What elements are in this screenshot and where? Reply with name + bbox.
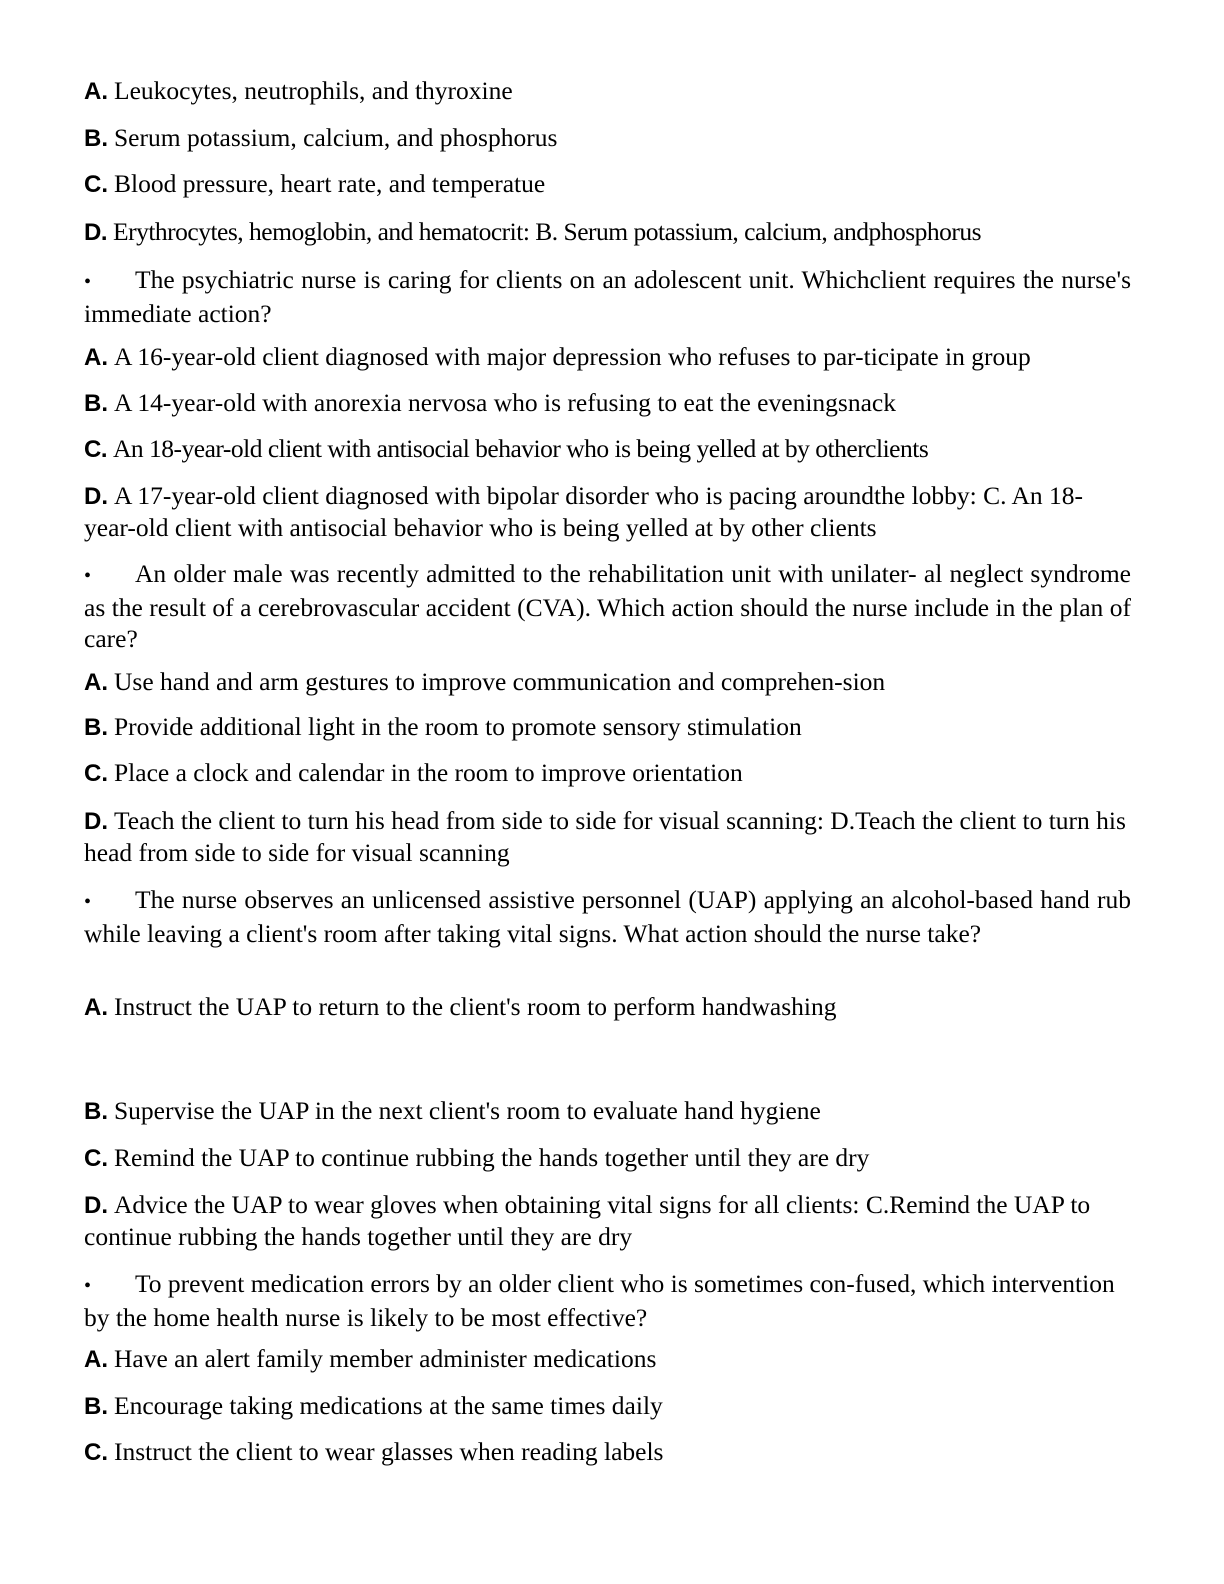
option-letter: A. (84, 78, 108, 105)
answer-option (84, 387, 1131, 419)
answer-option (84, 216, 1131, 248)
question-text: To prevent medication errors by an older client who is sometimes con-fused, which intervention by the home health nurse is likely to be most effective? (84, 1269, 1115, 1332)
question-text: An older male was recently admitted to the rehabilitation unit with unilater- al neglect syndrome as the result of a cerebrovascular accident (CVA). Which action should the nurse include in the plan of care? (84, 559, 1131, 653)
option-letter: A. (84, 344, 108, 371)
option-letter: B. (84, 1393, 108, 1420)
option-text: A 14-year-old with anorexia nervosa who is refusing to eat the eveningsnack (114, 388, 896, 417)
option-text: A 16-year-old client diagnosed with major depression who refuses to par-ticipate in group (114, 342, 1031, 371)
question-text: The nurse observes an unlicensed assistive personnel (UAP) applying an alcohol-based hand rub while leaving a client's room after taking vital signs. What action should the nurse take? (84, 885, 1131, 948)
option-text: Leukocytes, neutrophils, and thyroxine (114, 76, 513, 105)
option-text: Blood pressure, heart rate, and temperatue (114, 169, 546, 198)
option-text: Instruct the UAP to return to the client's room to perform handwashing (114, 992, 837, 1021)
option-text: Teach the client to turn his head from side to side for visual scanning: D.Teach the client to turn his head from side to side for visual scanning (84, 806, 1126, 867)
option-text: Encourage taking medications at the same times daily (114, 1391, 663, 1420)
option-text: Use hand and arm gestures to improve communication and comprehen-sion (114, 667, 886, 696)
option-text: Provide additional light in the room to promote sensory stimulation (114, 712, 802, 741)
option-letter: C. (84, 760, 108, 787)
question (84, 264, 1131, 329)
bullet-icon: • (84, 565, 92, 587)
answer-option (84, 1189, 1131, 1252)
bullet-icon: • (84, 271, 92, 293)
answer-option (84, 433, 1131, 465)
option-letter: D. (84, 1192, 108, 1219)
answer-option (84, 168, 1131, 200)
option-text: Instruct the client to wear glasses when reading labels (114, 1437, 664, 1466)
answer-option (84, 122, 1131, 154)
option-letter: C. (84, 1439, 108, 1466)
option-letter: C. (84, 171, 108, 198)
question-text: The psychiatric nurse is caring for clients on an adolescent unit. Whichclient requires the nurse's immediate action? (84, 265, 1131, 328)
answer-option (84, 480, 1131, 543)
question (84, 558, 1131, 654)
option-text: Place a clock and calendar in the room to improve orientation (114, 758, 743, 787)
option-letter: C. (84, 436, 107, 463)
answer-option (84, 757, 1131, 789)
option-letter: B. (84, 390, 108, 417)
answer-option (84, 1436, 1131, 1468)
option-letter: B. (84, 125, 108, 152)
option-letter: B. (84, 1098, 108, 1125)
answer-option (84, 711, 1131, 743)
option-letter: A. (84, 994, 108, 1021)
bullet-icon: • (84, 891, 92, 913)
option-text: Remind the UAP to continue rubbing the hands together until they are dry (114, 1143, 870, 1172)
answer-option (84, 666, 1131, 698)
answer-option (84, 1343, 1131, 1375)
option-text: An 18-year-old client with antisocial behavior who is being yelled at by otherclients (113, 434, 929, 463)
option-text: Serum potassium, calcium, and phosphorus (114, 123, 558, 152)
answer-option (84, 805, 1131, 868)
option-letter: D. (84, 483, 108, 510)
option-text: Have an alert family member administer medications (114, 1344, 657, 1373)
bullet-icon: • (84, 1275, 92, 1297)
option-letter: A. (84, 1346, 108, 1373)
answer-option (84, 75, 1131, 107)
option-letter: C. (84, 1145, 108, 1172)
option-text: Supervise the UAP in the next client's room to evaluate hand hygiene (114, 1096, 821, 1125)
answer-option (84, 991, 1131, 1023)
option-letter: D. (84, 219, 107, 246)
answer-option (84, 341, 1131, 373)
answer-option (84, 1142, 1131, 1174)
option-letter: A. (84, 669, 108, 696)
option-text: Erythrocytes, hemoglobin, and hematocrit: B. Serum potassium, calcium, andphosphorus (113, 217, 982, 246)
question (84, 884, 1131, 949)
option-letter: B. (84, 714, 108, 741)
answer-option (84, 1095, 1131, 1127)
option-text: A 17-year-old client diagnosed with bipolar disorder who is pacing aroundthe lobby: C. An 18-year-old client with antisocial behavior who is being yelled at by other clients (84, 481, 1084, 542)
option-text: Advice the UAP to wear gloves when obtaining vital signs for all clients: C.Remind the UAP to continue rubbing the hands together until they are dry (84, 1190, 1091, 1251)
option-letter: D. (84, 808, 108, 835)
answer-option (84, 1390, 1131, 1422)
question (84, 1268, 1131, 1333)
